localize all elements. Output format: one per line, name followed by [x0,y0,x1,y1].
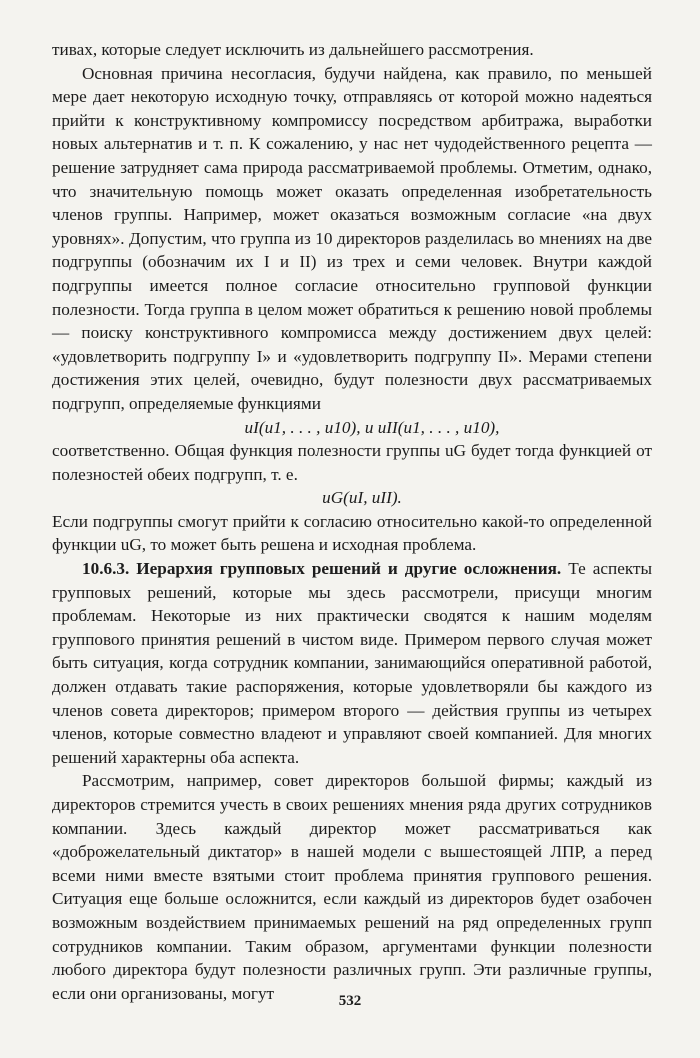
paragraph-board-example: Рассмотрим, например, совет директоров большой фирмы; каждый из директоров стремится учесть в своих решениях мнения ряда других сотрудников компании. Здесь каждый директор может рассматриваться как «доброжелательный диктатор» в нашей модели с вышестоящей ЛПР, а перед всеми ними вместе взятыми стоит проблема принятия группового решения. Ситуация еще больше осложнится, если каждый из директоров будет озабочен возможным воздействием принимаемых решений на ряд определенных групп сотрудников компании. Таким образом, аргументами функции полезности любого директора будут полезности различных групп. Эти различные группы, если они организованы, могут [52,771,652,1003]
paragraph-main-cause: Основная причина несогласия, будучи найдена, как правило, по меньшей мере дает некоторую исходную точку, отправляясь от которой можно надеяться прийти к конструктивному компромиссу посредством арбитража, выработки новых альтернатив и т. п. К сожалению, у нас нет чудодейственного рецепта — решение затрудняет сама природа рассматриваемой проблемы. Отметим, однако, что значительную помощь может оказать определенная изобретательность членов группы. Например, может оказаться возможным согласие «на двух уровнях». Допустим, что группа из 10 директоров разделилась во мнениях на две подгруппы (обозначим их I и II) из трех и семи человек. Внутри каждой подгруппы имеется полное согласие относительно групповой функции полезности. Тогда группа в целом может обратиться к решению новой проблемы — поиску конструктивного компромисса между достижением двух целей: «удовлетворить подгруппу I» и «удовлетворить подгруппу II». Мерами степени достижения этих целей, очевидно, будут полезности двух рассматриваемых подгрупп, определяемые функциями [52,63,652,413]
section-body: Те аспекты групповых решений, которые мы здесь рассмотрели, присущи многим проблемам. Некоторые из них практически сводятся к нашим моделям группового принятия решений в чистом виде. Примером первого случая может быть ситуация, когда сотрудник компании, занимающийся оперативной работой, должен отдавать такие распоряжения, которые удовлетворяли бы каждого из членов совета директоров; примером второго — действия группы из четырех членов, которые совместно владеют и управляют своей компанией. Для многих решений характерны оба аспекта. [52,559,653,767]
formula-group-function: uG(uI, uII). [322,488,402,508]
paragraph-agreement: Если подгруппы смогут прийти к согласию относительно какой-то определенной функции uG, то может быть решена и исходная проблема. [52,511,652,555]
paragraph-group-utility: соответственно. Общая функция полезности группы uG будет тогда функцией от полезностей обеих подгрупп, т. е. [52,441,652,484]
section-heading: 10.6.3. Иерархия групповых решений и другие осложнения. [82,559,562,579]
body-text [52,38,652,1005]
paragraph-hierarchy [52,557,652,769]
paragraph-continuation: тивах, которые следует исключить из дальнейшего рассмотрения. [52,40,534,59]
formula-subgroup-utilities: uI(u1, . . . , u10), и uII(u1, . . . , u10), [244,417,500,437]
page-number: 532 [338,993,362,1009]
